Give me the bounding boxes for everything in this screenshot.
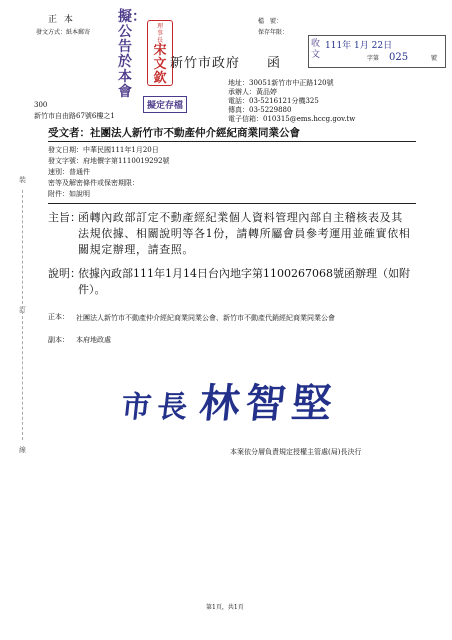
recipient-address: 新竹市自由路67號6樓之1 [34, 112, 115, 120]
seal-name: 宋文欽 [153, 43, 167, 86]
issue-date: 發文日期：中華民國111年1月20日 [48, 146, 159, 154]
recipient-label: 受文者： [48, 127, 90, 139]
agency-address: 地址：30051新竹市中正路120號 [228, 79, 334, 87]
recipient-zip: 300 [34, 101, 48, 109]
attachment: 附件：如說明 [48, 190, 90, 198]
receipt-label: 收文 [311, 39, 321, 60]
document-type: 函 [267, 56, 282, 71]
cc-recipients: 本府地政處 [76, 336, 111, 344]
delivery-speed: 速別：普通件 [48, 168, 90, 176]
fax: 傳真：03-5229880 [228, 106, 292, 114]
mayor-signature [119, 372, 341, 429]
issue-number: 發文字號：府地價字第1110019292號 [48, 157, 170, 165]
binding-mark-middle: 訂 [19, 306, 26, 314]
subject-label: 主旨： [48, 211, 81, 224]
dispatch-method: 發文方式：紙本郵寄 [36, 29, 91, 36]
primary-recipients: 社團法人新竹市不動產仲介經紀商業同業公會、新竹市不動產代銷經紀商業同業公會 [76, 314, 335, 322]
receipt-date: 111年 1月 22日 [325, 41, 393, 51]
recipient-divider [48, 141, 416, 142]
security-level: 密等及解密條件或保密期限： [48, 179, 139, 187]
email: 電子信箱：010315@ems.hccg.gov.tw [228, 115, 356, 123]
seal-title: 理事長 [156, 23, 163, 44]
receipt-number: 025 [389, 52, 409, 63]
primary-label: 正本： [48, 313, 69, 321]
recipient-name: 社團法人新竹市不動產仲介經紀商業同業公會 [90, 127, 300, 139]
mayor-title: 市長 [119, 390, 196, 425]
mayor-name: 林智堅 [197, 380, 341, 427]
phone: 電話：03-5216121分機325 [228, 97, 319, 105]
receipt-number-suffix: 號 [431, 55, 438, 62]
agency-name: 新竹市政府 [170, 56, 241, 71]
cc-label: 副本： [48, 336, 69, 344]
receipt-stamp [308, 35, 446, 68]
copy-type: 正 本 [48, 15, 75, 25]
receipt-number-label: 字第 [367, 55, 380, 62]
retention-period: 保存年限： [258, 29, 289, 36]
binding-line [22, 190, 23, 440]
meta-divider [48, 203, 416, 204]
filing-stamp: 擬定存檔 [143, 96, 187, 113]
explanation-label: 說明： [48, 267, 81, 280]
approval-note-vertical: 擬：公告於本會 [118, 9, 146, 100]
binding-mark-top: 裝 [19, 176, 26, 184]
subject-text: 函轉內政部訂定不動產經紀業個人資料管理內部自主稽核表及其法規依據、相關說明等各1份，請轉所屬會員參考運用並確實依相關規定辦理，請查照。 [78, 211, 411, 256]
recipient-line [48, 125, 300, 140]
handler: 承辦人：黃品婷 [228, 88, 277, 96]
delegation-note: 本案依分層負責規定授權主管處(局)長決行 [230, 448, 362, 456]
archive-number: 檔 號： [258, 18, 283, 25]
explanation-text: 依據內政部111年1月14日台內地字第1100267068號函辦理（如附件）。 [78, 267, 410, 296]
page-number: 第1頁，共1頁 [206, 604, 244, 611]
binding-mark-bottom: 線 [19, 446, 26, 454]
